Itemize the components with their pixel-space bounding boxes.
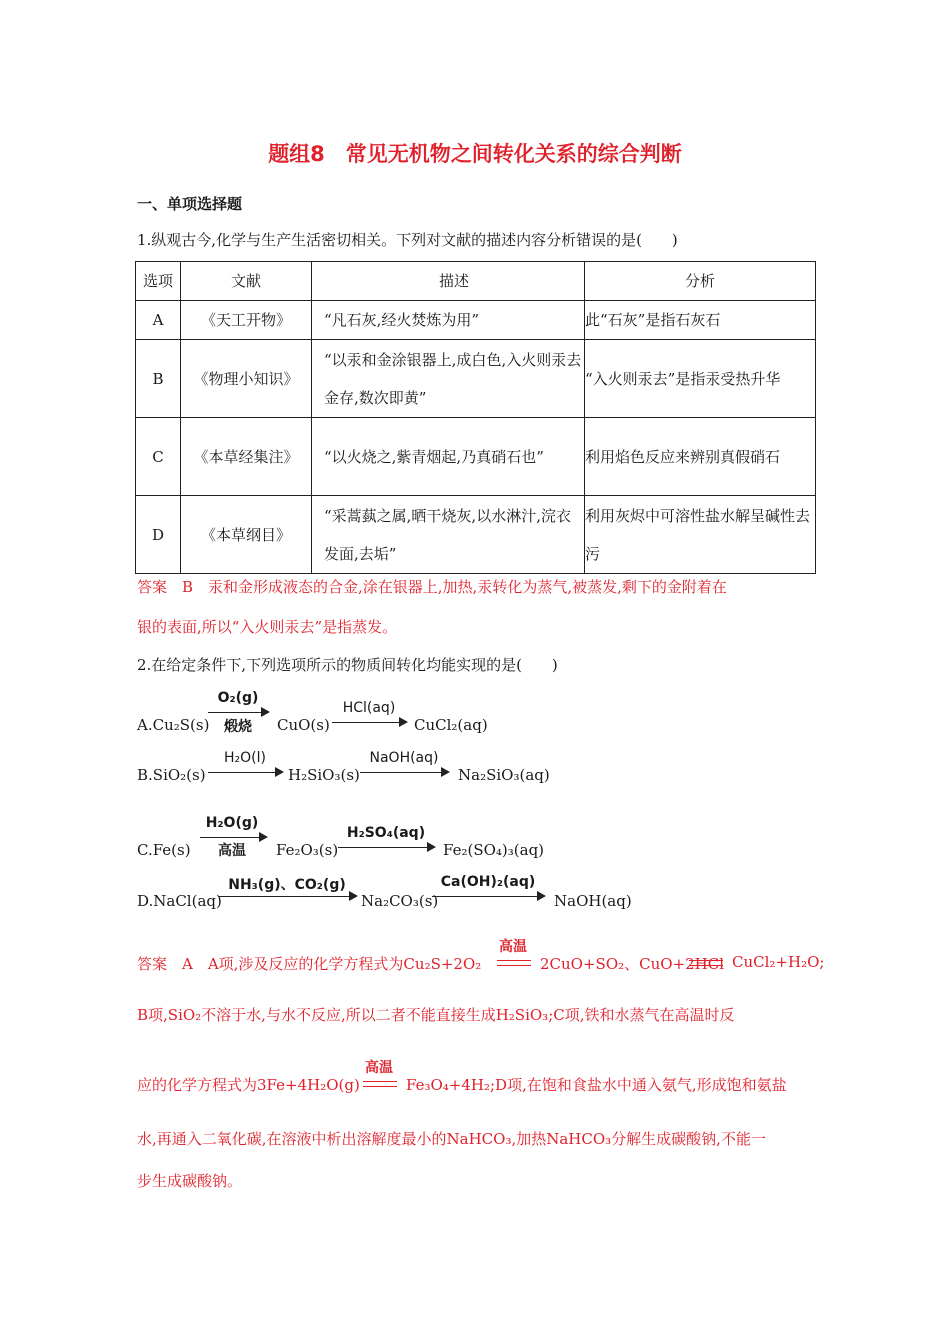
header-description: 描述 xyxy=(312,262,585,301)
header-option: 选项 xyxy=(136,262,181,301)
row-description: “凡石灰,经火焚炼为用” xyxy=(312,301,585,340)
option-d-mid: Na₂CO₃(s) xyxy=(361,892,439,910)
section-heading: 一、单项选择题 xyxy=(137,195,243,213)
option-d-end: NaOH(aq) xyxy=(554,892,632,910)
row-document: 《物理小知识》 xyxy=(181,340,312,418)
table-row xyxy=(136,301,816,340)
option-d-arrow1-top: NH₃(g)、CO₂(g) xyxy=(228,877,346,893)
q2-answer-line1b: 2CuO+SO₂、CuO+2HCl xyxy=(540,955,725,973)
page-title: 题组8 常见无机物之间转化关系的综合判断 xyxy=(268,142,682,166)
equals-sign-icon xyxy=(497,960,531,966)
row-analysis: 利用焰色反应来辨别真假硝石 xyxy=(585,418,816,496)
option-a-arrow1-bottom: 煅烧 xyxy=(224,719,252,735)
equals-sign-icon xyxy=(363,1081,397,1087)
q2-answer-line3a: 应的化学方程式为3Fe+4H₂O(g) xyxy=(137,1076,360,1094)
q2-answer-line4: 水,再通入二氧化碳,在溶液中析出溶解度最小的NaHCO₃,加热NaHCO₃分解生成碳酸钠,不能一 xyxy=(137,1130,766,1148)
row-description: “采蒿蓺之属,晒干烧灰,以水淋汁,浣衣发面,去垢” xyxy=(312,496,585,574)
row-document: 《天工开物》 xyxy=(181,301,312,340)
q2-stem: 2.在给定条件下,下列选项所示的物质间转化均能实现的是( ) xyxy=(137,656,558,674)
row-option: A xyxy=(136,301,181,340)
q2-answer-line3b: Fe₃O₄+4H₂;D项,在饱和食盐水中通入氨气,形成饱和氨盐 xyxy=(406,1076,787,1094)
option-b-end: Na₂SiO₃(aq) xyxy=(458,766,550,784)
option-b-arrow1-top: H₂O(l) xyxy=(224,750,266,766)
q2-answer-line1a: 答案 A A项,涉及反应的化学方程式为Cu₂S+2O₂ xyxy=(137,955,482,973)
option-c-arrow1-bottom: 高温 xyxy=(218,843,246,859)
option-c-start: C.Fe(s) xyxy=(137,841,191,859)
q1-answer-line1: 答案 B 汞和金形成液态的合金,涂在银器上,加热,汞转化为蒸气,被蒸发,剩下的金附着在 xyxy=(137,578,727,596)
table-row xyxy=(136,496,816,574)
q2-answer-condition-2: 高温 xyxy=(365,1060,393,1076)
row-analysis: “入火则汞去”是指汞受热升华 xyxy=(585,340,816,418)
table-header-row xyxy=(136,262,816,301)
table-row xyxy=(136,418,816,496)
header-analysis: 分析 xyxy=(585,262,816,301)
row-description: “以汞和金涂银器上,成白色,入火则汞去金存,数次即黄” xyxy=(312,340,585,418)
header-document: 文献 xyxy=(181,262,312,301)
literature-table xyxy=(135,261,816,574)
option-c-end: Fe₂(SO₄)₃(aq) xyxy=(443,841,545,859)
q2-answer-line5: 步生成碳酸钠。 xyxy=(137,1172,243,1190)
option-c-mid: Fe₂O₃(s) xyxy=(276,841,339,859)
q2-answer-line1c: CuCl₂+H₂O; xyxy=(732,953,825,971)
option-a-mid: CuO(s) xyxy=(277,716,330,734)
option-a-arrow1-top: O₂(g) xyxy=(217,690,259,706)
option-d-arrow2-top: Ca(OH)₂(aq) xyxy=(440,874,536,890)
row-document: 《本草纲目》 xyxy=(181,496,312,574)
option-b-mid: H₂SiO₃(s) xyxy=(288,766,360,784)
option-a-end: CuCl₂(aq) xyxy=(414,716,488,734)
option-b-start: B.SiO₂(s) xyxy=(137,766,206,784)
row-document: 《本草经集注》 xyxy=(181,418,312,496)
table-row xyxy=(136,340,816,418)
q1-answer-line2: 银的表面,所以“入火则汞去”是指蒸发。 xyxy=(137,618,398,636)
equals-sign-icon xyxy=(689,960,723,966)
option-a-arrow2-top: HCl(aq) xyxy=(342,700,396,716)
option-a-start: A.Cu₂S(s) xyxy=(137,716,210,734)
q2-answer-condition-1: 高温 xyxy=(499,939,527,955)
row-analysis: 利用灰烬中可溶性盐水解呈碱性去污 xyxy=(585,496,816,574)
row-option: B xyxy=(136,340,181,418)
row-option: D xyxy=(136,496,181,574)
row-description: “以火烧之,紫青烟起,乃真硝石也” xyxy=(312,418,585,496)
option-d-start: D.NaCl(aq) xyxy=(137,892,222,910)
option-b-arrow2-top: NaOH(aq) xyxy=(369,750,439,766)
option-c-arrow2-top: H₂SO₄(aq) xyxy=(346,825,426,841)
row-option: C xyxy=(136,418,181,496)
option-c-arrow1-top: H₂O(g) xyxy=(205,815,259,831)
q1-stem: 1.纵观古今,化学与生产生活密切相关。下列对文献的描述内容分析错误的是( ) xyxy=(137,231,678,249)
row-analysis: 此“石灰”是指石灰石 xyxy=(585,301,816,340)
q2-answer-line2: B项,SiO₂不溶于水,与水不反应,所以二者不能直接生成H₂SiO₃;C项,铁和水蒸气在高温时反 xyxy=(137,1006,735,1024)
